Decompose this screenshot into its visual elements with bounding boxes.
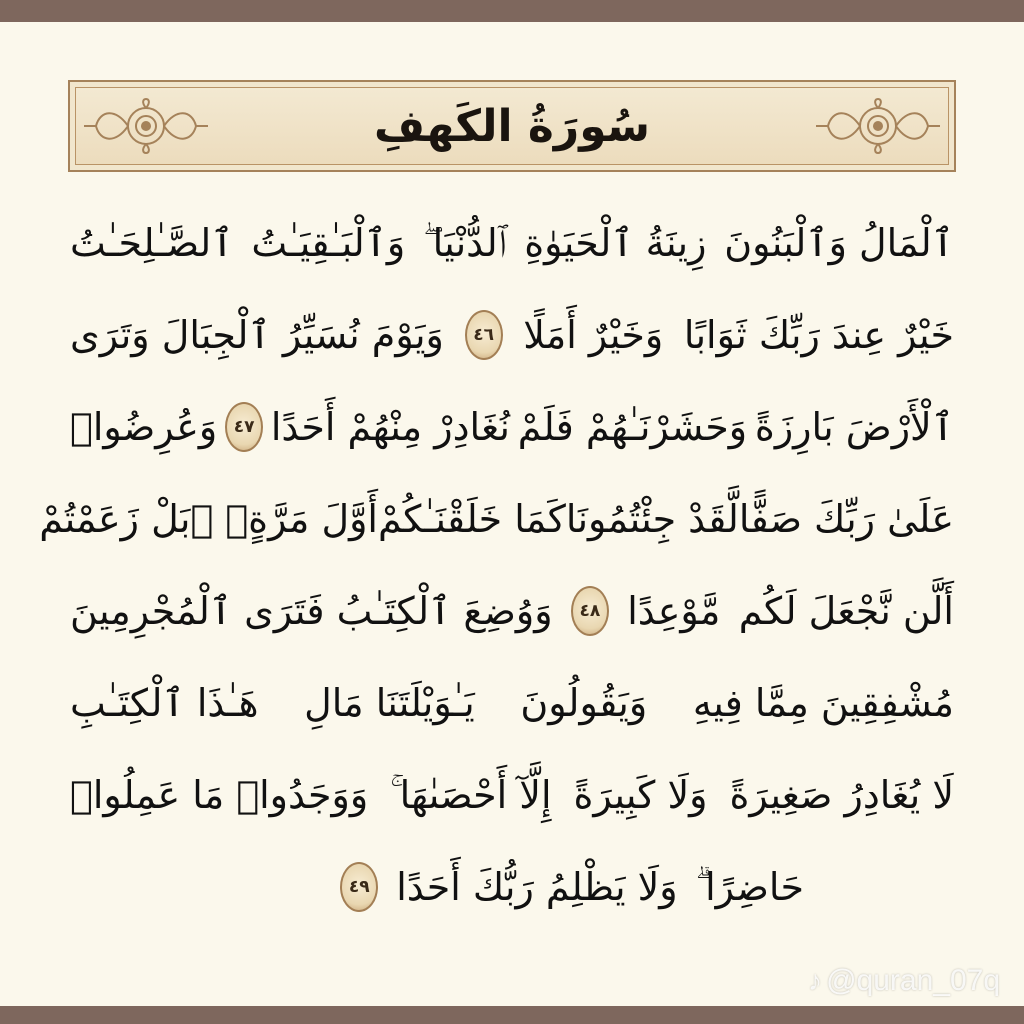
verse-text: وَوُضِعَ ٱلْكِتَـٰبُ فَتَرَى ٱلْمُجْرِمِينَ (70, 589, 553, 633)
verse-text: خَيْرٌ عِندَ رَبِّكَ ثَوَابًا (683, 313, 954, 357)
verse-text: أَوَّلَ مَرَّةٍۭ ۚ (190, 497, 378, 541)
verse-text: عَلَىٰ رَبِّكَ صَفًّا (738, 497, 954, 541)
verse-text: وَعُرِضُوا۟ (70, 405, 218, 449)
verse-text: ٱلْمَالُ وَٱلْبَنُونَ (724, 221, 954, 265)
verse-text: مُشْفِقِينَ مِمَّا فِيهِ (692, 681, 954, 725)
verse-text: وَٱلْبَـٰقِيَـٰتُ (251, 221, 406, 265)
verse-text: لَّقَدْ جِئْتُمُونَا (565, 497, 739, 541)
watermark (808, 964, 1000, 998)
verse-text: كَمَا خَلَقْنَـٰكُمْ (377, 497, 566, 541)
verse-text: لَا يُغَادِرُ صَغِيرَةً (729, 773, 954, 817)
verse-line-5 (70, 568, 954, 654)
verse-text: وَلَا يَظْلِمُ رَبُّكَ أَحَدًا (396, 865, 678, 909)
bottom-border-band (0, 1006, 1024, 1024)
verse-text: بَلْ زَعَمْتُمْ (39, 497, 191, 541)
verse-text: زِينَةُ ٱلْحَيَوٰةِ (524, 221, 707, 265)
verse-text: يَـٰوَيْلَتَنَا مَالِ (304, 681, 475, 725)
verse-text: نُغَادِرْ مِنْهُمْ أَحَدًا (270, 405, 510, 449)
verse-text: حَاضِرًا ۗ (695, 864, 804, 909)
ayah-end-marker: ٤٩ (340, 862, 378, 912)
top-border-band (0, 0, 1024, 22)
verse-text: وَوَجَدُوا۟ مَا عَمِلُوا۟ (70, 773, 369, 817)
ayah-end-marker: ٤٨ (571, 586, 609, 636)
surah-header-frame (68, 80, 956, 172)
verse-text: ٱلدُّنْيَا ۖ (423, 220, 507, 265)
surah-title: سُورَةُ الكَهفِ (373, 100, 651, 152)
ayah-end-marker: ٤٧ (225, 402, 263, 452)
verse-text: مَّوْعِدًا (627, 589, 721, 633)
verse-line-1 (70, 200, 954, 286)
verse-text: وَيَقُولُونَ (520, 681, 648, 725)
verse-line-7 (70, 752, 954, 838)
verse-text: هَـٰذَا ٱلْكِتَـٰبِ (70, 681, 259, 725)
verse-text: وَحَشَرْنَـٰهُمْ فَلَمْ (517, 405, 748, 449)
verse-text: ٱلصَّـٰلِحَـٰتُ (70, 221, 234, 265)
verse-text: ٱلْأَرْضَ بَارِزَةً (754, 405, 954, 449)
verse-text: وَيَوْمَ نُسَيِّرُ ٱلْجِبَالَ وَتَرَى (70, 313, 444, 357)
watermark-handle: @quran_07q (826, 964, 1000, 997)
ayah-end-marker: ٤٦ (465, 310, 503, 360)
quran-text-area (39, 200, 954, 940)
verse-text: وَخَيْرٌ أَمَلًا (523, 313, 664, 357)
tiktok-icon: ♪ (808, 965, 823, 996)
verse-text: إِلَّآ أَحْصَىٰهَا ۚ (390, 772, 552, 817)
verse-line-6 (70, 660, 954, 746)
verse-line-2 (70, 292, 954, 378)
verse-text: وَلَا كَبِيرَةً (573, 773, 708, 817)
verse-line-8 (70, 844, 954, 930)
verse-text: أَلَّن نَّجْعَلَ لَكُم (738, 589, 954, 633)
verse-line-4 (39, 476, 954, 562)
verse-line-3 (70, 384, 954, 470)
